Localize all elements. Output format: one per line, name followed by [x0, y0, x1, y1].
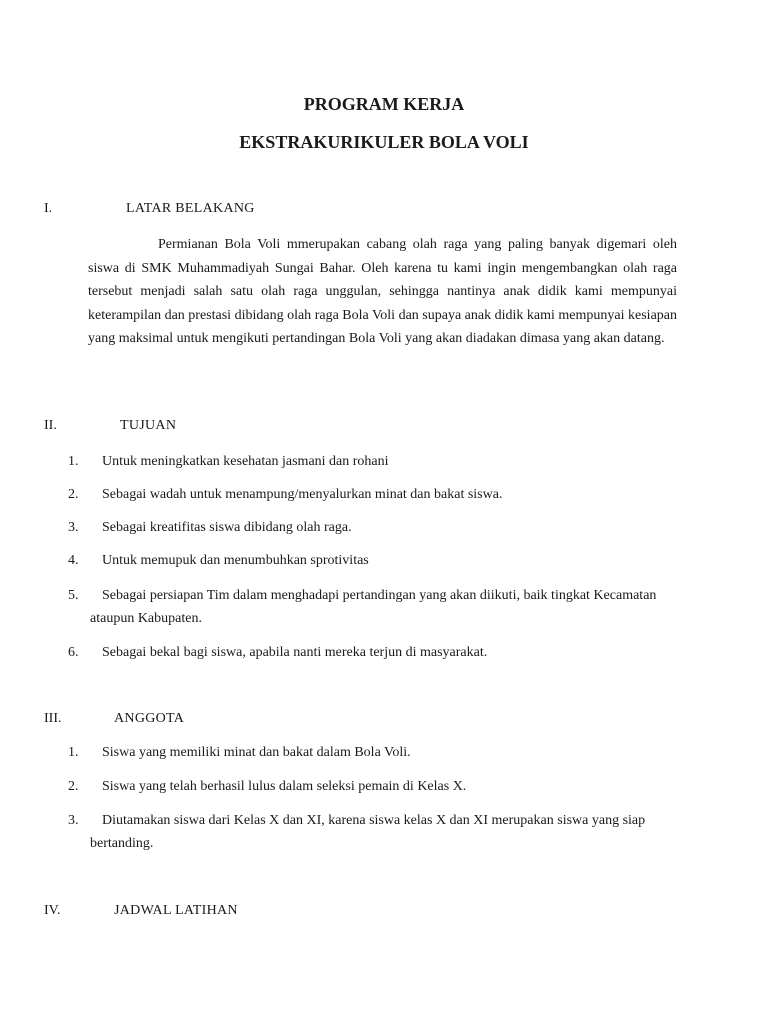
- list-item-number: 3.: [68, 520, 79, 535]
- section-heading: LATAR BELAKANG: [126, 201, 255, 216]
- list-item-number: 2.: [68, 487, 79, 502]
- list-item-text: Sebagai bekal bagi siswa, apabila nanti mereka terjun di masyarakat.: [102, 645, 488, 660]
- document-subtitle: EKSTRAKURIKULER BOLA VOLI: [239, 132, 529, 152]
- document-title: PROGRAM KERJA: [303, 94, 465, 114]
- list-item-text: Diutamakan siswa dari Kelas X dan XI, karena siswa kelas X dan XI merupakan siswa yang siap bertanding.: [90, 813, 646, 852]
- list-item-number: 2.: [68, 779, 79, 794]
- list-item-text: Sebagai kreatifitas siswa dibidang olah raga.: [102, 520, 352, 535]
- list-item-number: 6.: [68, 645, 79, 660]
- list-item-text: Sebagai wadah untuk menampung/menyalurkan minat dan bakat siswa.: [102, 487, 503, 502]
- list-item-text: Siswa yang memiliki minat dan bakat dalam Bola Voli.: [102, 745, 411, 760]
- section-heading: JADWAL LATIHAN: [114, 903, 238, 918]
- section-heading: TUJUAN: [120, 418, 177, 433]
- list-item-text: Sebagai persiapan Tim dalam menghadapi pertandingan yang akan diikuti, baik tingkat Kecamatan ataupun Kabupaten.: [90, 588, 657, 627]
- section-number: IV.: [44, 903, 61, 918]
- list-item-number: 5.: [68, 588, 79, 603]
- section-number: I.: [44, 201, 53, 216]
- list-item-number: 3.: [68, 813, 79, 828]
- list-item-text: Siswa yang telah berhasil lulus dalam seleksi pemain di Kelas X.: [102, 779, 467, 794]
- list-item-number: 1.: [68, 745, 79, 760]
- section-heading: ANGGOTA: [114, 711, 185, 726]
- list-item-text: Untuk meningkatkan kesehatan jasmani dan rohani: [102, 454, 389, 469]
- list-item-text: Untuk memupuk dan menumbuhkan sprotivitas: [102, 553, 369, 568]
- list-item-number: 4.: [68, 553, 79, 568]
- section-number: III.: [44, 711, 62, 726]
- section-number: II.: [44, 418, 57, 433]
- list-item-number: 1.: [68, 454, 79, 469]
- background-paragraph: Permianan Bola Voli mmerupakan cabang olah raga yang paling banyak digemari oleh siswa di SMK Muhammadiyah Sungai Bahar. Oleh karena tu kami ingin mengembangkan olah raga tersebut menjadi salah satu olah raga unggulan, sehingga nantinya anak didik kami mempunyai keterampilan dan prestasi dibidang olah raga Bola Voli dan supaya anak didik kami mempunyai kesiapan yang maksimal untuk mengikuti pertandingan Bola Voli yang akan diadakan dimasa yang akan datang.: [88, 237, 677, 347]
